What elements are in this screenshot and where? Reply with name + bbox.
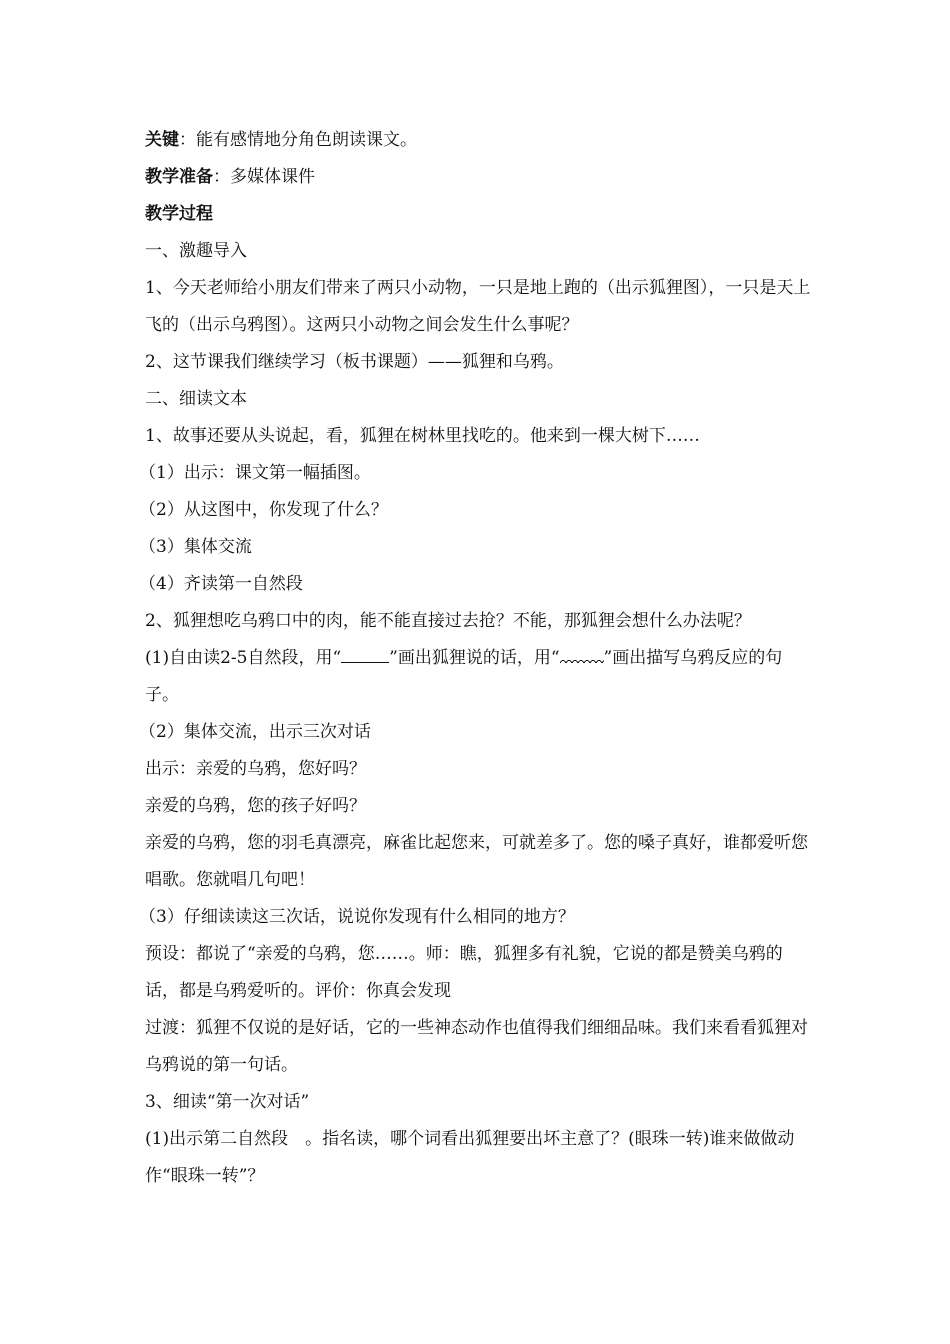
p5-part-c: ”画出描写乌鸦反应的句子。 bbox=[145, 648, 783, 705]
paragraph-1: 1、今天老师给小朋友们带来了两只小动物，一只是地上跑的（出示狐狸图），一只是天上飞的（出示乌鸦图）。这两只小动物之间会发生什么事呢？ bbox=[145, 278, 811, 335]
key-label: 关键 bbox=[145, 130, 179, 150]
section-1-heading: 一、激趣导入 bbox=[145, 241, 247, 261]
dialogue-2: 亲爱的乌鸦，您的孩子好吗？ bbox=[145, 796, 366, 816]
document-body bbox=[139, 122, 813, 1195]
dialogue-3: 亲爱的乌鸦，您的羽毛真漂亮，麻雀比起您来，可就差多了。您的嗓子真好，谁都爱听您唱歌。您就唱几句吧！ bbox=[145, 833, 808, 890]
paragraph-7: （3）仔细读读这三次话，说说你发现有什么相同的地方？ bbox=[139, 907, 575, 927]
dialogue-1: 出示：亲爱的乌鸦，您好吗？ bbox=[145, 759, 366, 779]
step-3: （3）集体交流 bbox=[139, 537, 252, 557]
straight-underline-mark bbox=[341, 648, 389, 663]
paragraph-5 bbox=[145, 640, 813, 714]
process-title: 教学过程 bbox=[145, 204, 213, 224]
step-2: （2）从这图中，你发现了什么？ bbox=[139, 500, 388, 520]
paragraph-3: 1、故事还要从头说起，看，狐狸在树林里找吃的。他来到一棵大树下…… bbox=[145, 426, 700, 446]
p5-part-b: ”画出狐狸说的话，用“ bbox=[389, 648, 560, 668]
key-text: ：能有感情地分角色朗读课文。 bbox=[179, 130, 417, 150]
paragraph-9: 过渡：狐狸不仅说的是好话，它的一些神态动作也值得我们细细品味。我们来看看狐狸对乌鸦说的第一句话。 bbox=[145, 1018, 808, 1075]
key-line bbox=[145, 122, 813, 159]
p5-part-a: (1)自由读2-5自然段，用“ bbox=[145, 648, 342, 668]
step-1: （1）出示：课文第一幅插图。 bbox=[139, 463, 371, 483]
paragraph-6: （2）集体交流，出示三次对话 bbox=[139, 722, 371, 742]
paragraph-10: 3、细读“第一次对话” bbox=[145, 1092, 310, 1112]
paragraph-4: 2、狐狸想吃乌鸦口中的肉，能不能直接过去抢？不能，那狐狸会想什么办法呢？ bbox=[145, 611, 751, 631]
paragraph-8: 预设：都说了“亲爱的乌鸦，您……。师：瞧，狐狸多有礼貌，它说的都是赞美乌鸦的话，都是乌鸦爱听的。评价：你真会发现 bbox=[145, 944, 783, 1001]
step-4: （4）齐读第一自然段 bbox=[139, 574, 303, 594]
paragraph-11: (1)出示第二自然段 。指名读，哪个词看出狐狸要出坏主意了？(眼珠一转)谁来做做动作“眼珠一转”？ bbox=[145, 1129, 795, 1186]
prep-label: 教学准备 bbox=[145, 167, 213, 187]
prep-text: ：多媒体课件 bbox=[213, 167, 315, 187]
section-2-heading: 二、细读文本 bbox=[145, 389, 247, 409]
paragraph-2: 2、这节课我们继续学习（板书课题）——狐狸和乌鸦。 bbox=[145, 352, 564, 372]
prep-line bbox=[145, 159, 813, 196]
wavy-underline-mark bbox=[560, 649, 604, 663]
